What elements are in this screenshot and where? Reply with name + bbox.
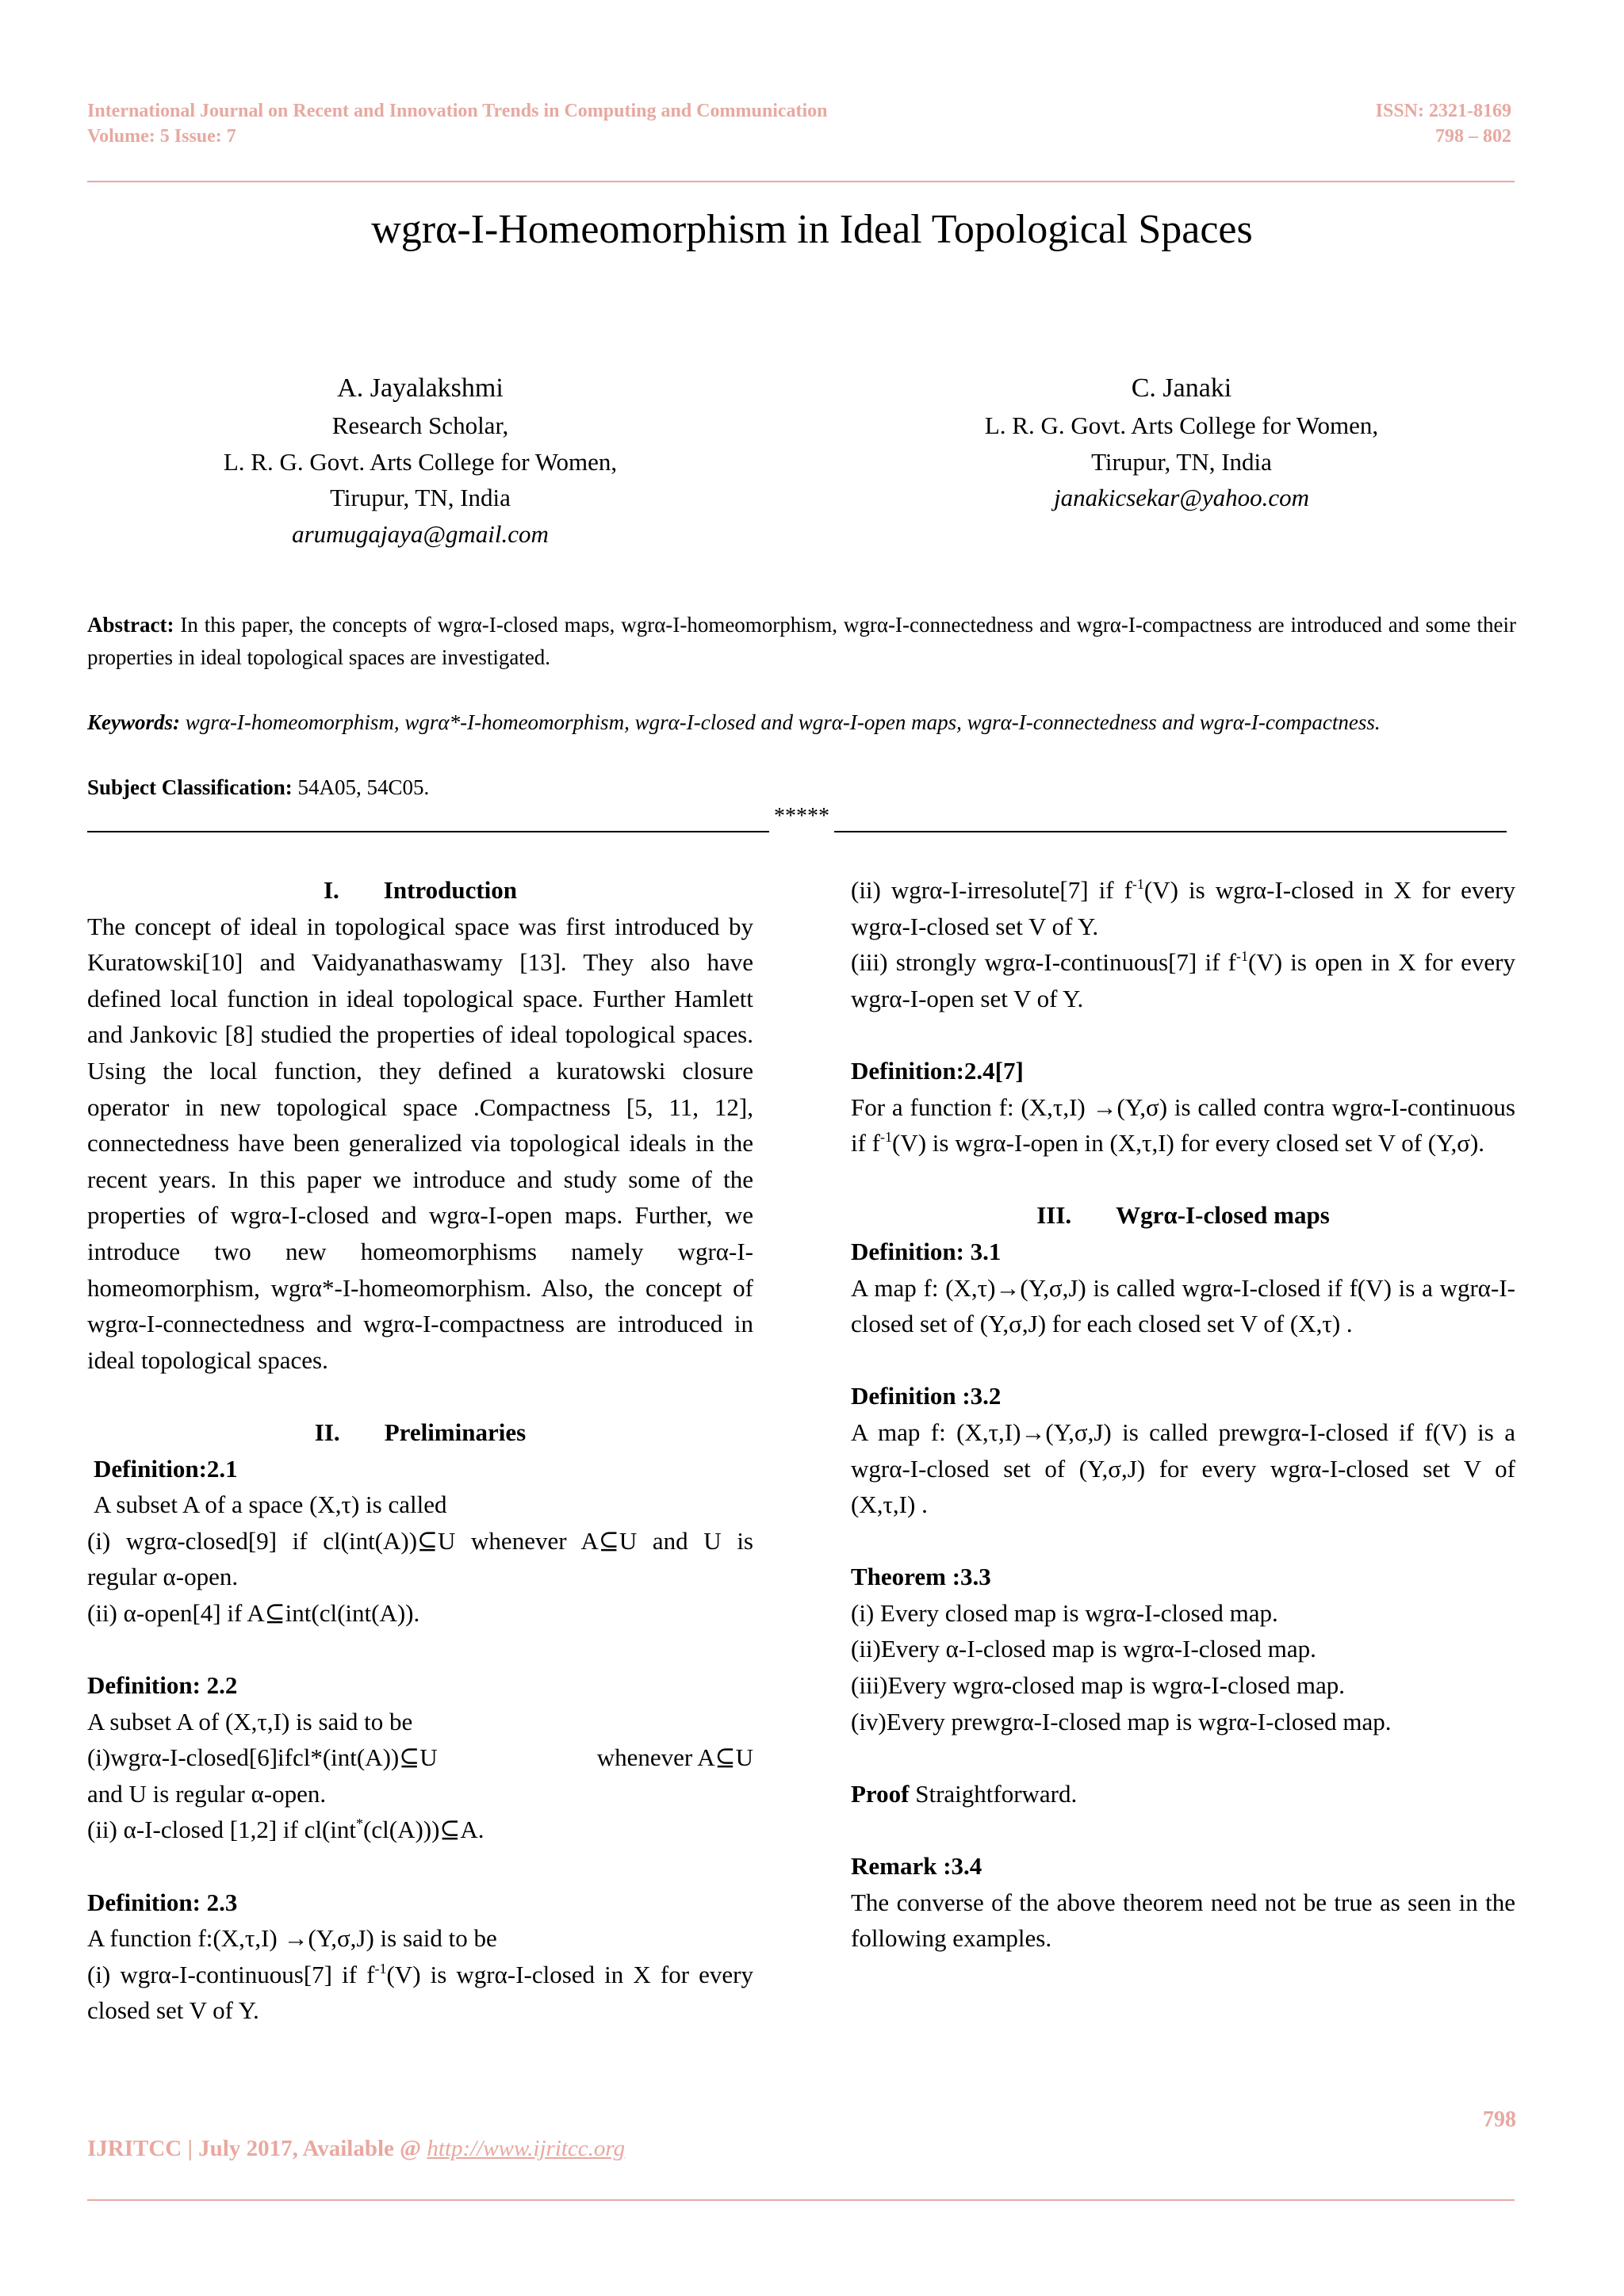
author-name: C. Janaki xyxy=(1131,373,1232,403)
journal-header-right xyxy=(1376,98,1511,149)
footer-text: IJRITCC | July 2017, Available @ xyxy=(87,2136,422,2161)
author-email[interactable]: arumugajaya@gmail.com xyxy=(292,519,549,548)
definition-2-1-item-ii: (ii) α-open[4] if A⊆int(cl(int(A)). xyxy=(87,1598,420,1627)
author-email[interactable]: janakicsekar@yahoo.com xyxy=(1053,484,1310,511)
theorem-3-3-item: (iv)Every prewgrα-I-closed map is wgrα-I-closed map. xyxy=(851,1707,1392,1735)
journal-header xyxy=(87,98,828,149)
abstract xyxy=(87,609,1516,674)
left-column xyxy=(87,872,753,2029)
definition-text: (ii) wgrα-I-irresolute[7] if f xyxy=(851,876,1132,904)
definition-2-3-intro: A function f:(X,τ,I) →(Y,σ,J) is said to be xyxy=(87,1924,497,1953)
superscript: -1 xyxy=(880,1129,893,1146)
definition-2-4-text xyxy=(851,1089,1515,1161)
author-name: A. Jayalakshmi xyxy=(337,373,504,403)
journal-pages: 798 – 802 xyxy=(1435,126,1511,147)
subject-classification xyxy=(87,771,1516,804)
definition-3-2-title: Definition :3.2 xyxy=(851,1382,1002,1410)
definition-3-1-text: A map f: (X,τ)→(Y,σ,J) is called wgrα-I-closed if f(V) is a wgrα-I-closed set of (Y,σ,J) for each closed set V of (X,τ) . xyxy=(851,1273,1515,1338)
definition-2-1-intro: A subset A of a space (X,τ) is called xyxy=(94,1490,447,1519)
author-block-2 xyxy=(904,369,1459,516)
theorem-3-3-item: (ii)Every α-I-closed map is wgrα-I-closed map. xyxy=(851,1635,1316,1663)
definition-2-2-item-ii xyxy=(87,1812,753,1848)
definition-3-2-text: A map f: (X,τ,I)→(Y,σ,J) is called prewgrα-I-closed if f(V) is a wgrα-I-closed set of (Y,σ,J) for every wgrα-I-closed set V of (X,τ,I) . xyxy=(851,1418,1515,1519)
definition-2-2-item-i xyxy=(87,1739,753,1776)
section-title: Introduction xyxy=(383,876,518,904)
definition-2-2-intro: A subset A of (X,τ,I) is said to be xyxy=(87,1707,413,1735)
remark-3-4-text: The converse of the above theorem need not be true as seen in the following examples. xyxy=(851,1888,1515,1953)
proof xyxy=(851,1776,1515,1812)
definition-text: (cl(A)))⊆A. xyxy=(363,1816,485,1844)
keywords-label: Keywords: xyxy=(87,710,180,734)
section-title: Preliminaries xyxy=(384,1418,527,1446)
remark-3-4-title: Remark :3.4 xyxy=(851,1852,982,1881)
introduction-paragraph: The concept of ideal in topological space was first introduced by Kuratowski[10] and Vaidyanathaswamy [13]. They also have defined local function in ideal topological space. Further Hamlett and Jankovic [8] studied the properties of ideal topological spaces. Using the local function, they defined a kuratowski closure operator in new topological space .Compactness [5, 11, 12], connectedness have been generalized via topological ideals in the recent years. In this paper we introduce and study some of the properties of wgrα-I-closed and wgrα-I-open maps. Further, we introduce two new homeomorphisms namely wgrα-I-homeomorphism, wgrα*-I-homeomorphism. Also, the concept of wgrα-I-connectedness and wgrα-I-compactness are introduced in ideal topological spaces. xyxy=(87,912,753,1374)
section-number: III. xyxy=(1036,1201,1072,1230)
abstract-label: Abstract: xyxy=(87,613,174,637)
author-affiliation: L. R. G. Govt. Arts College for Women, xyxy=(984,411,1379,439)
proof-label: Proof xyxy=(851,1779,910,1808)
author-affiliation: Tirupur, TN, India xyxy=(1091,447,1272,476)
section-number: II. xyxy=(314,1418,340,1446)
definition-2-2-item-i-cont: and U is regular α-open. xyxy=(87,1779,327,1808)
definition-text: For a function f: (X,τ,I) →(Y,σ) is called contra wgrα-I-continuous if f xyxy=(851,1093,1515,1158)
section-title: Wgrα-I-closed maps xyxy=(1116,1201,1330,1230)
author-block-1 xyxy=(143,369,698,552)
definition-text: (i) wgrα-I-continuous[7] if f xyxy=(87,1960,375,1988)
definition-2-3-item-iii xyxy=(851,944,1515,1016)
superscript: * xyxy=(356,1816,364,1832)
superscript: -1 xyxy=(1236,948,1248,965)
definition-2-4-title: Definition:2.4[7] xyxy=(851,1056,1024,1085)
keywords xyxy=(87,706,1516,739)
definition-text: (iii) strongly wgrα-I-continuous[7] if f xyxy=(851,948,1236,977)
separator-stars: ***** xyxy=(774,804,829,828)
author-affiliation: Tirupur, TN, India xyxy=(330,484,511,511)
section-heading-introduction xyxy=(87,872,753,909)
header-rule xyxy=(87,181,1515,182)
footer xyxy=(87,2134,625,2163)
definition-3-1-title: Definition: 3.1 xyxy=(851,1237,1002,1265)
subject-label: Subject Classification: xyxy=(87,775,293,799)
journal-name: International Journal on Recent and Innovation Trends in Computing and Communication xyxy=(87,101,828,121)
section-heading-wgra-closed-maps xyxy=(851,1197,1515,1234)
paper-title: wgrα-I-Homeomorphism in Ideal Topological Spaces xyxy=(371,207,1253,252)
definition-2-1-title: Definition:2.1 xyxy=(94,1454,238,1483)
footer-rule xyxy=(87,2199,1515,2201)
definition-text: (i)wgrα-I-closed[6]ifcl*(int(A))⊆U xyxy=(87,1743,438,1772)
subject-text: 54A05, 54C05. xyxy=(297,775,430,799)
definition-2-2-title: Definition: 2.2 xyxy=(87,1671,238,1700)
definition-text: (ii) α-I-closed [1,2] if cl(int xyxy=(87,1816,357,1844)
proof-text: Straightforward. xyxy=(915,1779,1078,1808)
superscript: -1 xyxy=(1132,876,1144,892)
section-number: I. xyxy=(323,876,339,904)
definition-text: (V) is wgrα-I-closed in X for every closed set V of Y. xyxy=(87,1960,753,2025)
journal-issn: ISSN: 2321-8169 xyxy=(1375,101,1511,121)
definition-2-3-item-i xyxy=(87,1957,753,2029)
author-affiliation: L. R. G. Govt. Arts College for Women, xyxy=(223,447,618,476)
theorem-3-3-item: (iii)Every wgrα-closed map is wgrα-I-closed map. xyxy=(851,1671,1346,1700)
definition-2-3-item-ii xyxy=(851,872,1515,944)
separator-rule-right xyxy=(834,831,1507,832)
theorem-3-3-title: Theorem :3.3 xyxy=(851,1563,991,1591)
definition-text: (V) is wgrα-I-open in (X,τ,I) for every closed set V of (Y,σ). xyxy=(892,1129,1485,1158)
superscript: -1 xyxy=(374,1960,387,1976)
abstract-text: In this paper, the concepts of wgrα-I-closed maps, wgrα-I-homeomorphism, wgrα-I-connectedness and wgrα-I-compactness are introduced and some their properties in ideal topological spaces are investigated. xyxy=(87,613,1516,669)
right-column xyxy=(851,872,1515,1957)
definition-text: (V) is wgrα-I-closed in X for every wgrα-I-closed set V of Y. xyxy=(851,876,1515,940)
footer-link[interactable]: http://www.ijritcc.org xyxy=(427,2136,626,2161)
definition-text: whenever A⊆U xyxy=(596,1743,753,1772)
definition-text: (V) is open in X for every wgrα-I-open set V of Y. xyxy=(851,948,1515,1012)
definition-2-1-item-i: (i) wgrα-closed[9] if cl(int(A))⊆U whenever A⊆U and U is regular α-open. xyxy=(87,1526,753,1591)
separator-rule-left xyxy=(87,831,769,832)
journal-volume: Volume: 5 Issue: 7 xyxy=(87,126,236,147)
keywords-text: wgrα-I-homeomorphism, wgrα*-I-homeomorphism, wgrα-I-closed and wgrα-I-open maps, wgrα-I-connectedness and wgrα-I-compactness. xyxy=(185,710,1381,734)
theorem-3-3-item: (i) Every closed map is wgrα-I-closed map. xyxy=(851,1598,1278,1627)
section-heading-preliminaries xyxy=(87,1414,753,1451)
author-affiliation: Research Scholar, xyxy=(331,411,509,439)
page-number: 798 xyxy=(1483,2107,1516,2132)
definition-2-3-title: Definition: 2.3 xyxy=(87,1888,238,1916)
